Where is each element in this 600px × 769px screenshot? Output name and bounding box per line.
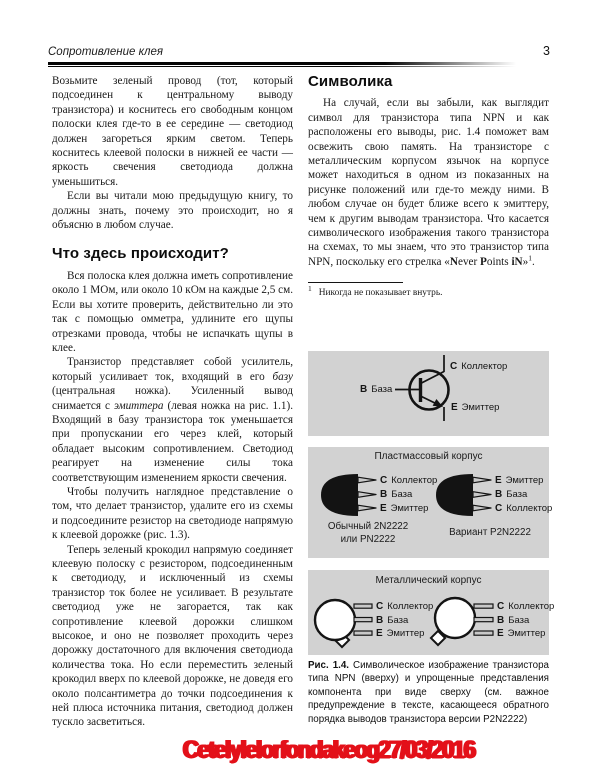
figure-caption-text: Символическое изображение транзистора типа NPN (вверху) и упрощенные представления компонента при виде сверху (см. важное предупреждение в тексте, касающееся обратного порядка выводов транзистора версии P2N2222): [308, 660, 549, 725]
text-run: .: [531, 255, 535, 268]
figure-panel-plastic-case: [308, 447, 553, 558]
header-rule: [48, 62, 516, 67]
pin-label-collector: C Коллектор: [450, 361, 508, 372]
pin-label-emitter: E Эмиттер: [451, 402, 500, 413]
footnote-rule: [308, 282, 403, 283]
pin-label-base: B База: [360, 383, 393, 395]
bold-letter: P: [480, 255, 487, 268]
paragraph: [308, 96, 549, 269]
pin-label: C Коллектор: [376, 601, 434, 612]
footnote-text: Никогда не показывает внутрь.: [318, 288, 443, 299]
italic-term-base: базу: [272, 370, 293, 383]
footnote: [308, 284, 549, 299]
figure-caption: [308, 659, 549, 726]
bold-letter: iN: [511, 255, 523, 268]
pin-label: B База: [376, 614, 409, 626]
pin-label: C Коллектор: [495, 503, 553, 514]
pin-label: E Эмиттер: [495, 475, 544, 486]
left-column: [52, 74, 293, 738]
text-run: »: [522, 255, 529, 268]
figure-caption-label: Рис. 1.4.: [308, 660, 350, 671]
page-number: 3: [543, 44, 550, 58]
pin-label: E Эмиттер: [380, 503, 429, 514]
paragraph: [52, 355, 293, 485]
footnote-marker: 1: [308, 284, 312, 294]
pin-label: B База: [380, 489, 413, 500]
section-heading-what-happens: Что здесь происходит?: [52, 245, 229, 263]
figure-1-4: [308, 351, 555, 736]
figure-panel-schematic-symbol: [308, 351, 549, 436]
bold-letter: N: [449, 255, 458, 268]
pin-label: B База: [495, 489, 528, 500]
watermark: Cetelylelorfondakeog27/03/2016: [183, 736, 475, 764]
variant-caption-left: Обычный 2N2222 или PN2222: [327, 521, 409, 545]
text-run: ever: [457, 255, 481, 268]
panel-title: Металлический корпус: [375, 575, 482, 586]
figure-panel-metal-case: [308, 570, 555, 655]
text-run: На случай, если вы забыли, как выглядит символ для транзистора типа NPN и как расположены его выводы, рис. 1.4 поможет вам освежить свою память. На транзисторе с металлическим корпусом язычок на корпусе может находиться в одном из показанных на рисунке положений или где-то между ними. В любом случае он будет ближе всего к эмиттеру, чем к другим выводам транзистора. Что касается символического изображения такого транзистора на схемах, то мы знаем, что это транзистор типа NPN, поскольку его стрелка «: [308, 97, 549, 268]
two-column-body: [52, 73, 555, 738]
footnote-reference: 1: [528, 253, 532, 263]
paragraph: Если вы читали мою предыдущую книгу, то должны знать, почему это происходит, но я объясню в любом случае.: [52, 190, 293, 232]
paragraph: Вся полоска клея должна иметь сопротивление около 1 МОм, или около 10 кОм на каждые 2,5 см. Если вы хотите проверить, действительно ли это так с помощью омметра, удлините его щупы отрезками провода, чтобы не испачкать щупы в клее.: [52, 269, 293, 354]
paragraph: Чтобы получить наглядное представление о том, что делает транзистор, удалите его из схемы и подсоедините резистор на светодиоде напрямую к клеевой дорожке (рис. 1.3).: [52, 485, 293, 542]
text-run: (центральная ножка). Усиленный вывод снимается с: [52, 385, 293, 412]
paragraph: Возьмите зеленый провод (тот, который подсоединен к центральному выводу транзистора) и коснитесь его свободным концом полоски клея где-то в ее середине — светодиод должен загореться ярким светом. Теперь коснитесь клеевой полоски в нижней ее части — яркость свечения светодиода должна уменьшиться.: [52, 75, 293, 188]
pin-label: B База: [497, 614, 530, 626]
page-header: [48, 44, 550, 58]
pin-label: E Эмиттер: [376, 628, 425, 639]
variant-caption-right: Вариант P2N2222: [449, 527, 531, 538]
paragraph: Теперь зеленый крокодил напрямую соединяет клеевую полоску с резистором, подсоединенным к светодиоду, и исключенный из схемы транзистор ток более не усиливает. В результате светодиод уже не загорается, так как сопротивление клеевой дорожки слишком высокое, и оно не позволяет проходить через дорожку достаточного для включения светодиода количества тока. Но если переместить зеленый крокодил вверх по клеевой дорожке, не доведя его около полсантиметра до точки подсоединения к ней плюса источника питания, светодиод должен тускло засветиться.: [52, 543, 293, 729]
text-run: oints: [486, 255, 512, 268]
npn-transistor-symbol-icon: [308, 351, 549, 436]
panel-title: Пластмассовый корпус: [374, 451, 483, 462]
italic-term-emitter: эмиттера: [113, 399, 164, 412]
text-run: (левая ножка на рис. 1.1). Входящий в базу транзистора ток уменьшается при пропускании его через клей, который обладает высоким сопротивлением. Светодиод реагирует на изменение силы тока соответствующим изменением яркости свечения.: [52, 399, 293, 484]
text-run: Транзистор представляет собой усилитель, который усиливает ток, входящий в его: [52, 356, 293, 383]
pin-label: E Эмиттер: [497, 628, 546, 639]
pin-label: C Коллектор: [497, 601, 555, 612]
pin-label: C Коллектор: [380, 475, 438, 486]
right-column: [308, 73, 555, 738]
running-title: Сопротивление клея: [48, 46, 164, 58]
section-heading-symbols: Символика: [308, 73, 393, 90]
